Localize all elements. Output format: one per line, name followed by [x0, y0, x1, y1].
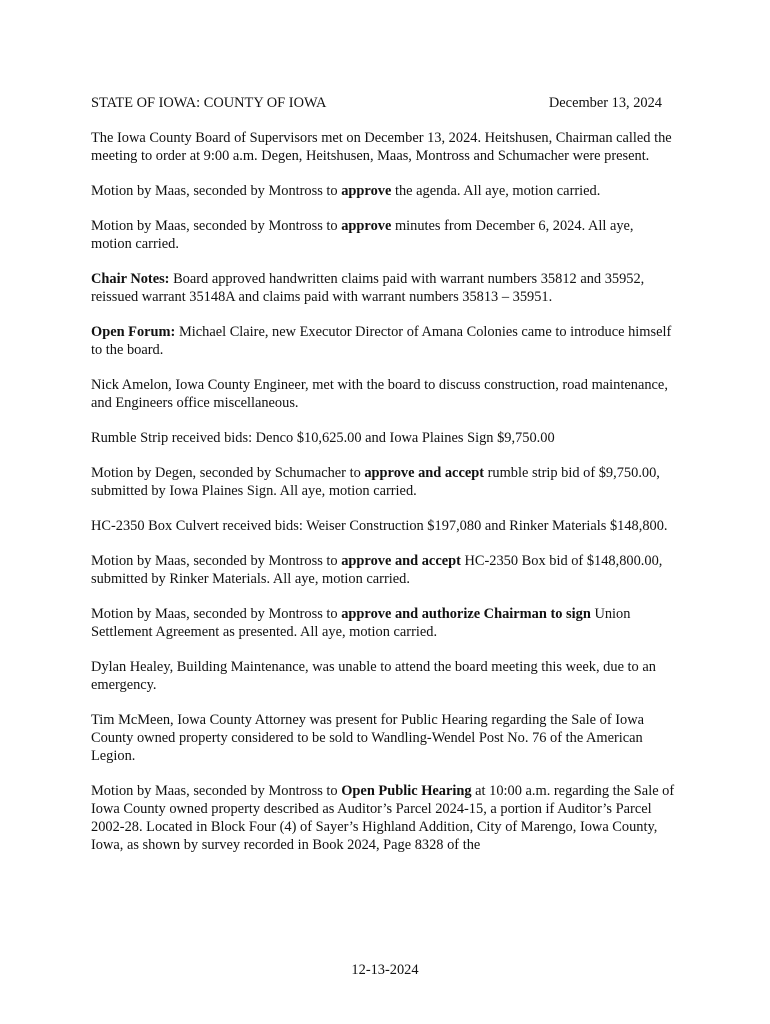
- bold-text: Open Forum:: [91, 324, 176, 340]
- bold-text: approve and accept: [341, 553, 461, 569]
- paragraph-text: minutes from December 6, 2024. All aye, motion carried.: [91, 218, 634, 252]
- paragraph-text: Board approved handwritten claims paid with warrant numbers 35812 and 35952, reissued warrant 35148A and claims paid with warrant numbers 35813 – 35951.: [91, 271, 645, 305]
- paragraph-text: HC-2350 Box Culvert received bids: Weiser Construction $197,080 and Rinker Materials $148,800.: [91, 518, 668, 534]
- jurisdiction-heading: STATE OF IOWA: COUNTY OF IOWA: [91, 95, 327, 111]
- bold-text: approve: [341, 218, 392, 234]
- minutes-paragraph: [91, 782, 676, 854]
- paragraph-text: Motion by Maas, seconded by Montross to: [91, 218, 342, 234]
- bold-text: approve and accept: [364, 465, 485, 481]
- meeting-date: December 13, 2024: [548, 95, 662, 111]
- minutes-paragraph: [91, 517, 676, 535]
- paragraph-text: Nick Amelon, Iowa County Engineer, met with the board to discuss construction, road maintenance, and Engineers office miscellaneous.: [91, 377, 668, 411]
- bold-text: approve and authorize Chairman to sign: [341, 606, 591, 622]
- minutes-paragraph: [91, 464, 676, 500]
- paragraph-text: Motion by Maas, seconded by Montross to: [91, 606, 342, 622]
- minutes-body: [91, 129, 676, 854]
- minutes-paragraph: [91, 552, 676, 588]
- paragraph-text: HC-2350 Box bid of $148,800.00, submitted by Rinker Materials. All aye, motion carried.: [91, 553, 663, 587]
- paragraph-text: Motion by Maas, seconded by Montross to: [91, 183, 342, 199]
- minutes-paragraph: [91, 605, 676, 641]
- minutes-paragraph: [91, 129, 676, 165]
- page-footer: 12-13-2024: [351, 962, 419, 978]
- minutes-paragraph: [91, 323, 676, 359]
- paragraph-text: Dylan Healey, Building Maintenance, was unable to attend the board meeting this week, due to an emergency.: [91, 659, 656, 693]
- minutes-paragraph: [91, 376, 676, 412]
- minutes-paragraph: [91, 711, 676, 765]
- bold-text: Open Public Hearing: [341, 783, 472, 799]
- paragraph-text: Motion by Maas, seconded by Montross to: [91, 553, 342, 569]
- bold-text: Chair Notes:: [91, 271, 170, 287]
- paragraph-text: Union Settlement Agreement as presented. All aye, motion carried.: [91, 606, 631, 640]
- paragraph-text: at 10:00 a.m. regarding the Sale of Iowa County owned property described as Auditor’s Parcel 2024-15, a portion if Auditor’s Parcel 2002-28. Located in Block Four (4) of Sayer’s Highland Addition, City of Marengo, Iowa County, Iowa, as shown by survey recorded in Book 2024, Page 8328 of the: [91, 783, 675, 853]
- paragraph-text: The Iowa County Board of Supervisors met on December 13, 2024. Heitshusen, Chairman called the meeting to order at 9:00 a.m. Degen, Heitshusen, Maas, Montross and Schumacher were present.: [91, 130, 672, 164]
- minutes-paragraph: [91, 658, 676, 694]
- paragraph-text: Rumble Strip received bids: Denco $10,625.00 and Iowa Plaines Sign $9,750.00: [91, 430, 555, 446]
- minutes-paragraph: [91, 429, 676, 447]
- paragraph-text: Motion by Degen, seconded by Schumacher to: [91, 465, 365, 481]
- paragraph-text: Motion by Maas, seconded by Montross to: [91, 783, 342, 799]
- paragraph-text: Michael Claire, new Executor Director of Amana Colonies came to introduce himself to the board.: [91, 324, 672, 358]
- document-header: [91, 94, 676, 112]
- minutes-paragraph: [91, 270, 676, 306]
- paragraph-text: Tim McMeen, Iowa County Attorney was present for Public Hearing regarding the Sale of Iowa County owned property considered to be sold to Wandling-Wendel Post No. 76 of the American Legion.: [91, 712, 644, 764]
- paragraph-text: rumble strip bid of $9,750.00, submitted by Iowa Plaines Sign. All aye, motion carried.: [91, 465, 660, 499]
- minutes-paragraph: [91, 182, 676, 200]
- paragraph-text: the agenda. All aye, motion carried.: [391, 183, 601, 199]
- bold-text: approve: [341, 183, 392, 199]
- document-page: [91, 94, 676, 871]
- minutes-paragraph: [91, 217, 676, 253]
